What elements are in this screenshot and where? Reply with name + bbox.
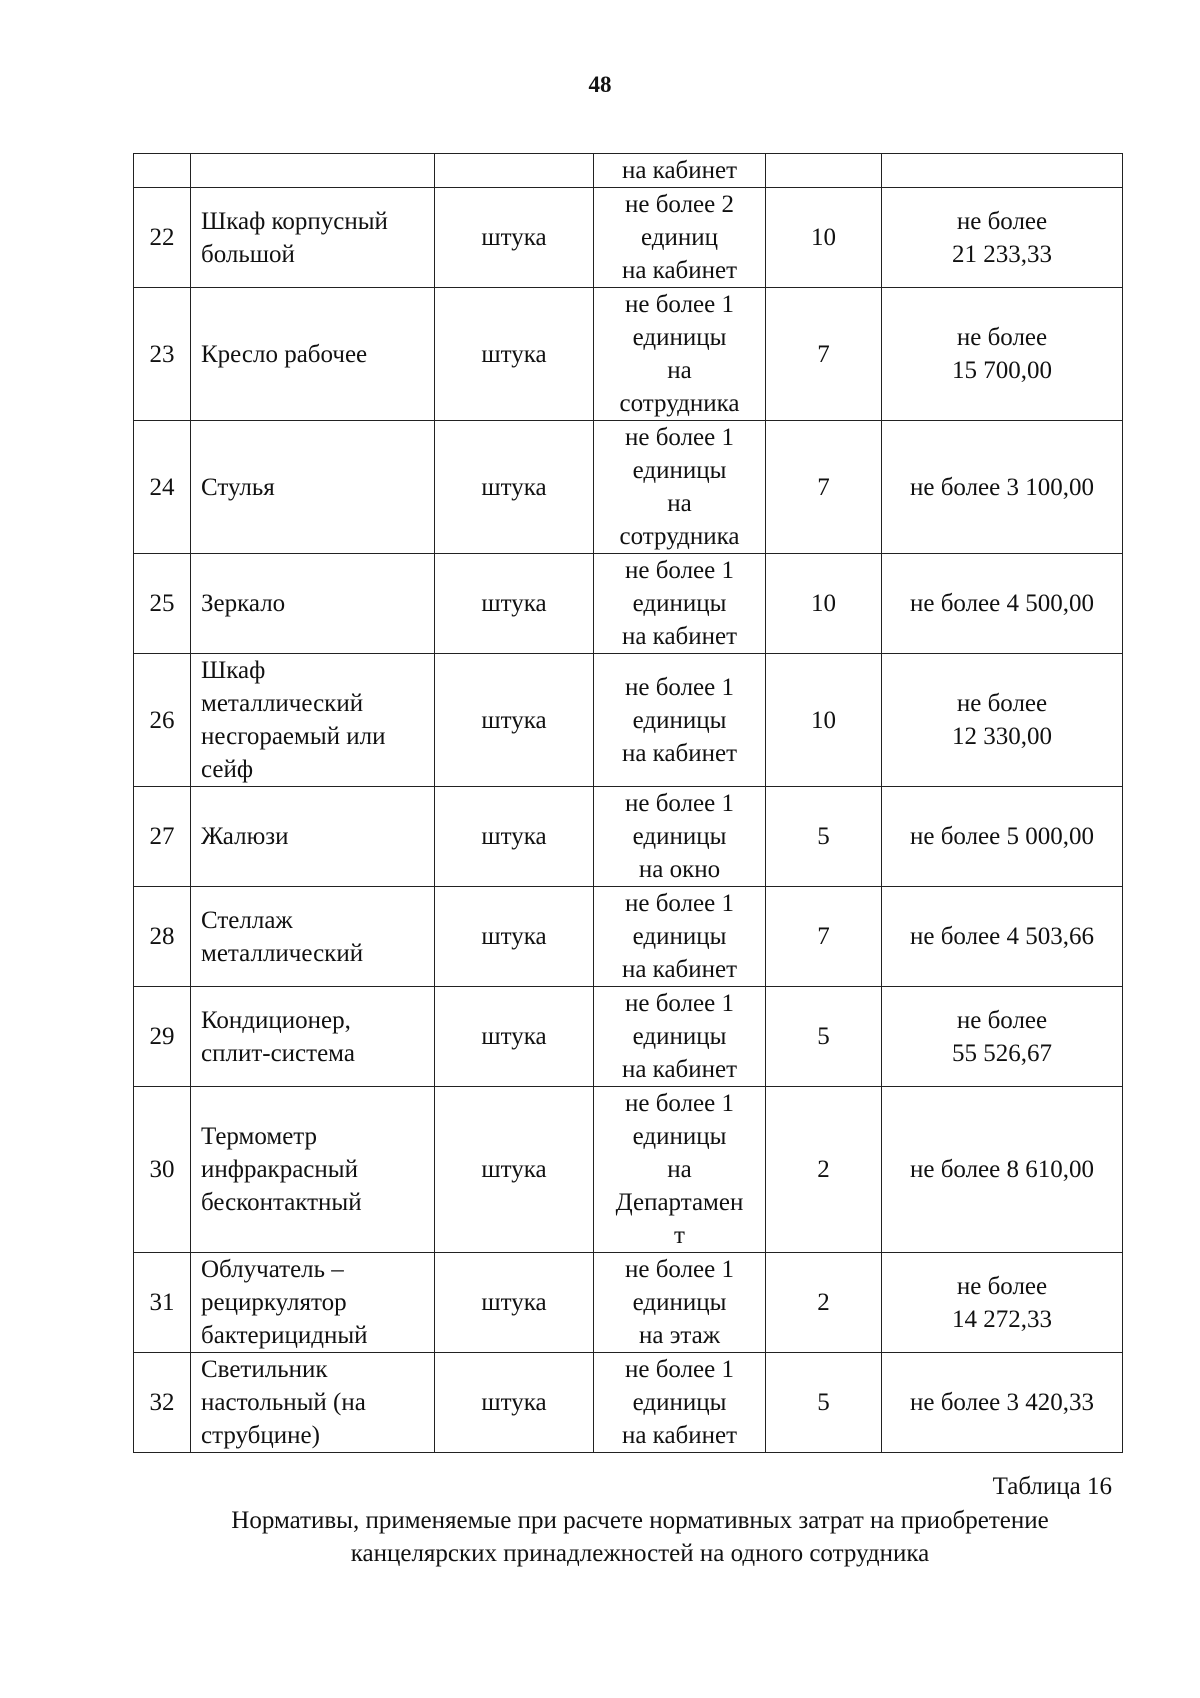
page-number: 48 bbox=[588, 72, 612, 97]
cell-item-name-line: Зеркало bbox=[201, 590, 286, 617]
cell-price-line: 55 526,67 bbox=[952, 1039, 1052, 1067]
table-row bbox=[134, 154, 1123, 188]
table-row bbox=[134, 887, 1123, 987]
cell-unit: штука bbox=[435, 1253, 594, 1353]
table-row bbox=[134, 1253, 1123, 1353]
cell-item-name bbox=[191, 1353, 435, 1453]
cell-price bbox=[882, 288, 1123, 421]
cell-item-name bbox=[191, 554, 435, 654]
norms-table bbox=[133, 153, 1123, 1453]
cell-price-line: не более 4 500,00 bbox=[909, 590, 1095, 617]
table-row bbox=[134, 987, 1123, 1087]
cell-item-name-line: Стеллаж bbox=[201, 906, 293, 934]
cell-unit: штука bbox=[435, 554, 594, 654]
cell-quantity-line: не более 1 bbox=[624, 990, 735, 1017]
table-row bbox=[134, 288, 1123, 421]
cell-item-name-line: большой bbox=[201, 240, 295, 268]
cell-service-life: 2 bbox=[766, 1253, 882, 1353]
cell-quantity-line: на bbox=[667, 490, 692, 517]
table-title-line: Нормативы, применяемые при расчете нормативных затрат на приобретение bbox=[231, 1507, 1049, 1534]
cell-price-line: 15 700,00 bbox=[952, 357, 1052, 384]
cell-price-line: не более bbox=[956, 324, 1048, 351]
cell-price bbox=[882, 987, 1123, 1087]
cell-quantity-line: Департамен bbox=[615, 1189, 744, 1216]
cell-item-name-line: Облучатель – bbox=[201, 1256, 344, 1283]
cell-quantity-line: на этаж bbox=[638, 1322, 721, 1349]
cell-quantity-line: не более 1 bbox=[624, 557, 735, 584]
table-title bbox=[110, 1504, 1170, 1570]
cell-number: 25 bbox=[134, 554, 191, 654]
cell-item-name-line: Шкаф корпусный bbox=[201, 207, 388, 235]
cell-price bbox=[882, 654, 1123, 787]
table-row bbox=[134, 1353, 1123, 1453]
cell-price bbox=[882, 421, 1123, 554]
cell-price-line: не более 3 100,00 bbox=[909, 473, 1095, 501]
cell-unit: штука bbox=[435, 288, 594, 421]
cell-price-line: не более 4 503,66 bbox=[909, 923, 1095, 950]
cell-quantity bbox=[594, 787, 766, 887]
cell-item-name-line: металлический bbox=[201, 690, 364, 717]
cell-quantity-line: не более 2 bbox=[624, 191, 735, 218]
cell-quantity-line: единицы bbox=[632, 1289, 727, 1316]
cell-unit: штука bbox=[435, 1087, 594, 1253]
cell-quantity-line: не более 1 bbox=[624, 424, 735, 451]
cell-price-line: не более bbox=[956, 1272, 1048, 1300]
cell-price bbox=[882, 1253, 1123, 1353]
cell-item-name-line: бактерицидный bbox=[201, 1322, 368, 1349]
cell-item-name bbox=[191, 987, 435, 1087]
cell-quantity bbox=[594, 288, 766, 421]
norms-table-body bbox=[134, 154, 1123, 1453]
cell-price bbox=[882, 1353, 1123, 1453]
cell-service-life: 10 bbox=[766, 654, 882, 787]
cell-quantity-line: на кабинет bbox=[621, 956, 738, 983]
cell-quantity-line: не более 1 bbox=[624, 1356, 735, 1383]
cell-service-life: 5 bbox=[766, 787, 882, 887]
cell-item-name bbox=[191, 654, 435, 787]
table-row bbox=[134, 421, 1123, 554]
cell-quantity-line: единицы bbox=[632, 324, 727, 351]
cell-price-line: 21 233,33 bbox=[952, 240, 1052, 268]
cell-quantity-line: единицы bbox=[632, 706, 727, 734]
cell-quantity-line: единиц bbox=[640, 224, 718, 251]
table-row bbox=[134, 554, 1123, 654]
cell-price bbox=[882, 787, 1123, 887]
cell-price bbox=[882, 887, 1123, 987]
cell-quantity-line: единицы bbox=[632, 590, 727, 617]
cell-quantity bbox=[594, 1087, 766, 1253]
cell-price-line: не более bbox=[956, 690, 1048, 717]
cell-item-name bbox=[191, 1087, 435, 1253]
cell-price bbox=[882, 1087, 1123, 1253]
cell-item-name-line: Кондиционер, bbox=[201, 1006, 351, 1034]
cell-price bbox=[882, 188, 1123, 288]
cell-number: 26 bbox=[134, 654, 191, 787]
cell-price-line: не более 3 420,33 bbox=[909, 1389, 1095, 1416]
cell-quantity-line: не более 1 bbox=[624, 790, 735, 817]
cell-quantity bbox=[594, 887, 766, 987]
cell-item-name-line: Шкаф bbox=[201, 657, 266, 684]
cell-unit: штука bbox=[435, 654, 594, 787]
cell-number: 31 bbox=[134, 1253, 191, 1353]
cell-item-name bbox=[191, 787, 435, 887]
cell-service-life: 10 bbox=[766, 554, 882, 654]
cell-quantity-line: на кабинет bbox=[621, 157, 738, 184]
cell-service-life: 10 bbox=[766, 188, 882, 288]
cell-quantity-line: сотрудника bbox=[619, 523, 740, 550]
cell-quantity-line: т bbox=[674, 1222, 685, 1249]
cell-unit bbox=[435, 154, 594, 188]
cell-unit: штука bbox=[435, 1353, 594, 1453]
cell-item-name bbox=[191, 421, 435, 554]
cell-quantity-line: не более 1 bbox=[624, 291, 735, 318]
cell-unit: штука bbox=[435, 421, 594, 554]
cell-item-name-line: Стулья bbox=[201, 473, 275, 501]
cell-item-name-line: сплит-система bbox=[201, 1039, 355, 1067]
cell-quantity-line: на bbox=[667, 1156, 692, 1183]
cell-quantity bbox=[594, 987, 766, 1087]
cell-quantity-line: единицы bbox=[632, 823, 727, 850]
cell-quantity-line: на кабинет bbox=[621, 623, 738, 650]
cell-quantity-line: на кабинет bbox=[621, 1422, 738, 1449]
cell-unit: штука bbox=[435, 887, 594, 987]
cell-quantity-line: единицы bbox=[632, 923, 727, 950]
cell-quantity bbox=[594, 554, 766, 654]
cell-quantity-line: не более 1 bbox=[624, 673, 735, 701]
cell-item-name-line: несгораемый или bbox=[201, 723, 386, 750]
cell-item-name-line: Жалюзи bbox=[201, 823, 289, 850]
cell-number: 28 bbox=[134, 887, 191, 987]
cell-quantity-line: на окно bbox=[638, 856, 721, 883]
cell-item-name bbox=[191, 1253, 435, 1353]
cell-service-life: 5 bbox=[766, 1353, 882, 1453]
cell-item-name-line: рециркулятор bbox=[201, 1289, 347, 1316]
cell-item-name-line: бесконтактный bbox=[201, 1189, 362, 1216]
cell-item-name-line: струбцине) bbox=[201, 1422, 320, 1449]
cell-service-life bbox=[766, 154, 882, 188]
cell-unit: штука bbox=[435, 787, 594, 887]
cell-unit: штука bbox=[435, 188, 594, 288]
cell-quantity-line: на кабинет bbox=[621, 1056, 738, 1083]
cell-unit: штука bbox=[435, 987, 594, 1087]
cell-quantity-line: на bbox=[667, 357, 692, 384]
cell-item-name-line: инфракрасный bbox=[201, 1156, 358, 1183]
cell-quantity-line: на кабинет bbox=[621, 257, 738, 284]
cell-number: 24 bbox=[134, 421, 191, 554]
cell-price-line: 12 330,00 bbox=[952, 723, 1052, 750]
cell-price-line: 14 272,33 bbox=[952, 1305, 1052, 1333]
cell-price bbox=[882, 554, 1123, 654]
cell-price-line: не более bbox=[956, 1006, 1048, 1034]
cell-number: 32 bbox=[134, 1353, 191, 1453]
cell-service-life: 2 bbox=[766, 1087, 882, 1253]
table-row bbox=[134, 654, 1123, 787]
cell-service-life: 7 bbox=[766, 288, 882, 421]
cell-quantity-line: единицы bbox=[632, 1123, 727, 1150]
cell-number bbox=[134, 154, 191, 188]
cell-quantity bbox=[594, 1253, 766, 1353]
table-row bbox=[134, 188, 1123, 288]
cell-quantity-line: не более 1 bbox=[624, 1090, 735, 1117]
table-row bbox=[134, 1087, 1123, 1253]
cell-item-name-line: настольный (на bbox=[201, 1389, 366, 1416]
cell-number: 30 bbox=[134, 1087, 191, 1253]
cell-price-line: не более 8 610,00 bbox=[909, 1156, 1095, 1183]
cell-number: 27 bbox=[134, 787, 191, 887]
cell-number: 29 bbox=[134, 987, 191, 1087]
cell-quantity-line: единицы bbox=[632, 457, 727, 484]
cell-quantity-line: не более 1 bbox=[624, 1256, 735, 1283]
cell-price bbox=[882, 154, 1123, 188]
cell-service-life: 5 bbox=[766, 987, 882, 1087]
cell-quantity-line: единицы bbox=[632, 1389, 727, 1416]
cell-price-line: не более bbox=[956, 207, 1048, 235]
cell-item-name-line: Кресло рабочее bbox=[201, 340, 368, 368]
cell-quantity bbox=[594, 421, 766, 554]
cell-price-line: не более 5 000,00 bbox=[909, 823, 1095, 850]
cell-item-name-line: металлический bbox=[201, 939, 364, 967]
cell-item-name-line: Термометр bbox=[201, 1123, 318, 1150]
cell-item-name bbox=[191, 288, 435, 421]
table-title-line: канцелярских принадлежностей на одного сотрудника bbox=[350, 1540, 930, 1567]
cell-quantity bbox=[594, 154, 766, 188]
cell-service-life: 7 bbox=[766, 887, 882, 987]
table-label: Таблица 16 bbox=[992, 1473, 1112, 1500]
cell-number: 22 bbox=[134, 188, 191, 288]
cell-quantity-line: единицы bbox=[632, 1023, 727, 1050]
table-row bbox=[134, 787, 1123, 887]
cell-quantity-line: сотрудника bbox=[619, 390, 740, 417]
cell-quantity-line: не более 1 bbox=[624, 890, 735, 917]
cell-item-name bbox=[191, 154, 435, 188]
cell-quantity bbox=[594, 188, 766, 288]
cell-quantity bbox=[594, 654, 766, 787]
cell-item-name-line: сейф bbox=[201, 756, 254, 783]
cell-number: 23 bbox=[134, 288, 191, 421]
cell-item-name-line: Светильник bbox=[201, 1356, 328, 1383]
cell-item-name bbox=[191, 887, 435, 987]
cell-quantity bbox=[594, 1353, 766, 1453]
cell-quantity-line: на кабинет bbox=[621, 739, 738, 767]
cell-service-life: 7 bbox=[766, 421, 882, 554]
cell-item-name bbox=[191, 188, 435, 288]
